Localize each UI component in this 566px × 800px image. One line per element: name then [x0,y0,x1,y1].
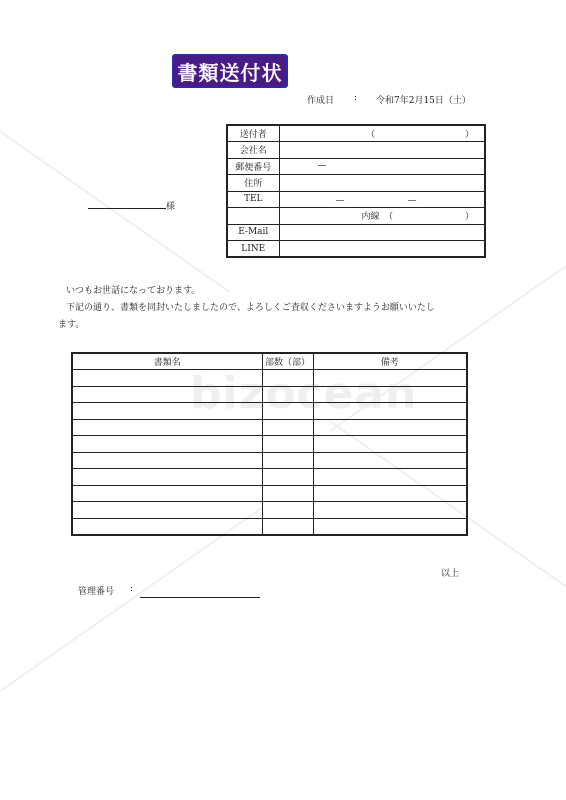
date-colon: : [354,93,358,103]
table-row [72,469,467,486]
closing-text: 以上 [441,569,460,579]
remarks-cell[interactable] [313,436,467,453]
remarks-cell[interactable] [313,386,467,403]
email-label: E-Mail [227,224,279,241]
copies-cell[interactable] [262,452,313,469]
extension-row [227,208,485,225]
company-value[interactable] [279,142,485,159]
remarks-cell[interactable] [313,452,467,469]
management-number-colon: : [130,584,134,594]
date-value: 令和7年2月15日（土） [376,96,471,106]
header-document-name: 書類名 [72,353,262,370]
document-name-cell[interactable] [72,386,262,403]
document-name-cell[interactable] [72,502,262,519]
email-value[interactable] [279,224,485,241]
date-label: 作成日 [307,96,335,106]
table-row [72,436,467,453]
postal-value[interactable]: — [279,158,485,175]
document-name-cell[interactable] [72,485,262,502]
document-name-cell[interactable] [72,518,262,535]
body-line-1: 下記の通り、書類を同封いたしましたので、よろしくご査収くださいますようお願いいたし [66,303,435,313]
sender-value[interactable]: （ ） [279,125,485,142]
document-list-body [72,370,467,535]
document-name-cell[interactable] [72,452,262,469]
line-row [227,241,485,258]
document-name-cell[interactable] [72,370,262,387]
postal-row [227,158,485,175]
table-row [72,518,467,535]
remarks-cell[interactable] [313,403,467,420]
remarks-cell[interactable] [313,469,467,486]
copies-cell[interactable] [262,485,313,502]
table-row [72,419,467,436]
management-number-label: 管理番号 [78,587,115,597]
document-title: 書類送付状 [172,54,288,88]
header-copies: 部数（部） [262,353,313,370]
watermark-stroke [0,130,229,292]
document-name-cell[interactable] [72,419,262,436]
table-row [72,386,467,403]
remarks-cell[interactable] [313,502,467,519]
document-name-cell[interactable] [72,436,262,453]
recipient-name-line[interactable] [88,208,166,209]
table-row [72,370,467,387]
line-label: LINE [227,241,279,258]
greeting-text: いつもお世話になっております。 [66,286,201,296]
management-number-field[interactable] [140,597,260,598]
extension-label [227,208,279,225]
sender-label: 送付者 [227,125,279,142]
body-line-2: ます。 [58,320,85,330]
sender-info-table [226,124,486,258]
address-row [227,175,485,192]
tel-row [227,191,485,208]
extension-value[interactable]: 内線 （ ） [279,208,485,225]
copies-cell[interactable] [262,419,313,436]
remarks-cell[interactable] [313,419,467,436]
table-header-row [72,353,467,370]
email-row [227,224,485,241]
table-row [72,403,467,420]
remarks-cell[interactable] [313,518,467,535]
postal-label: 郵便番号 [227,158,279,175]
table-row [72,485,467,502]
copies-cell[interactable] [262,469,313,486]
remarks-cell[interactable] [313,485,467,502]
document-list-table [71,352,468,536]
address-label: 住所 [227,175,279,192]
sender-row [227,125,485,142]
remarks-cell[interactable] [313,370,467,387]
table-row [72,502,467,519]
recipient-honorific: 様 [166,202,176,212]
copies-cell[interactable] [262,370,313,387]
tel-value[interactable]: — — [279,191,485,208]
header-remarks: 備考 [313,353,467,370]
address-value[interactable] [279,175,485,192]
copies-cell[interactable] [262,518,313,535]
tel-label: TEL [227,191,279,208]
table-row [72,452,467,469]
copies-cell[interactable] [262,436,313,453]
copies-cell[interactable] [262,403,313,420]
copies-cell[interactable] [262,502,313,519]
line-value[interactable] [279,241,485,258]
company-label: 会社名 [227,142,279,159]
document-name-cell[interactable] [72,403,262,420]
copies-cell[interactable] [262,386,313,403]
watermark-logo: bizocean [190,368,418,419]
document-name-cell[interactable] [72,469,262,486]
company-row [227,142,485,159]
